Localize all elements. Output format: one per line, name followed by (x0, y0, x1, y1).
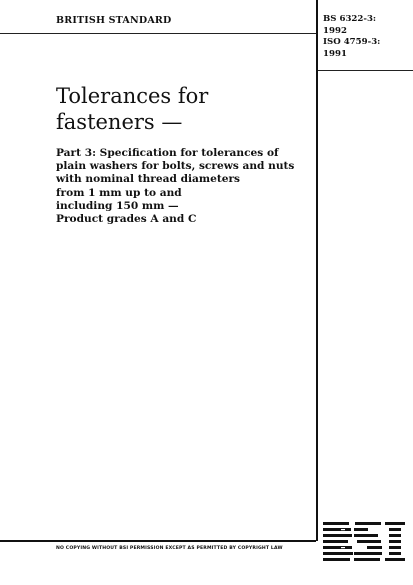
right-column-divider (318, 70, 413, 71)
subtitle-line: from 1 mm up to and (56, 186, 182, 199)
subtitle-line: plain washers for bolts, screws and nuts (56, 160, 295, 173)
top-divider (0, 33, 316, 34)
subtitle-line: with nominal thread diameters (56, 173, 241, 186)
standard-id-line: BS 6322-3: (323, 14, 377, 24)
document-subtitle (56, 147, 314, 226)
standard-id-line: 1991 (323, 48, 347, 59)
standard-identifiers (323, 14, 380, 60)
subtitle-line: Part 3: Specification for tolerances of (56, 147, 279, 159)
vertical-divider (316, 0, 318, 541)
copyright-notice: NO COPYING WITHOUT BSI PERMISSION EXCEPT AS PERMITTED BY COPYRIGHT LAW (56, 546, 283, 551)
document-title (56, 83, 208, 135)
title-line: Tolerances for (56, 84, 209, 108)
subtitle-line: Product grades A and C (56, 213, 197, 226)
bottom-divider (0, 540, 316, 542)
standard-id-line: 1992 (323, 25, 347, 36)
standard-id-line: ISO 4759-3: (323, 37, 381, 47)
subtitle-line: including 150 mm — (56, 199, 179, 212)
publisher-label: BRITISH STANDARD (56, 15, 172, 26)
title-line: fasteners — (56, 110, 183, 134)
bsi-logo-icon (321, 520, 409, 565)
